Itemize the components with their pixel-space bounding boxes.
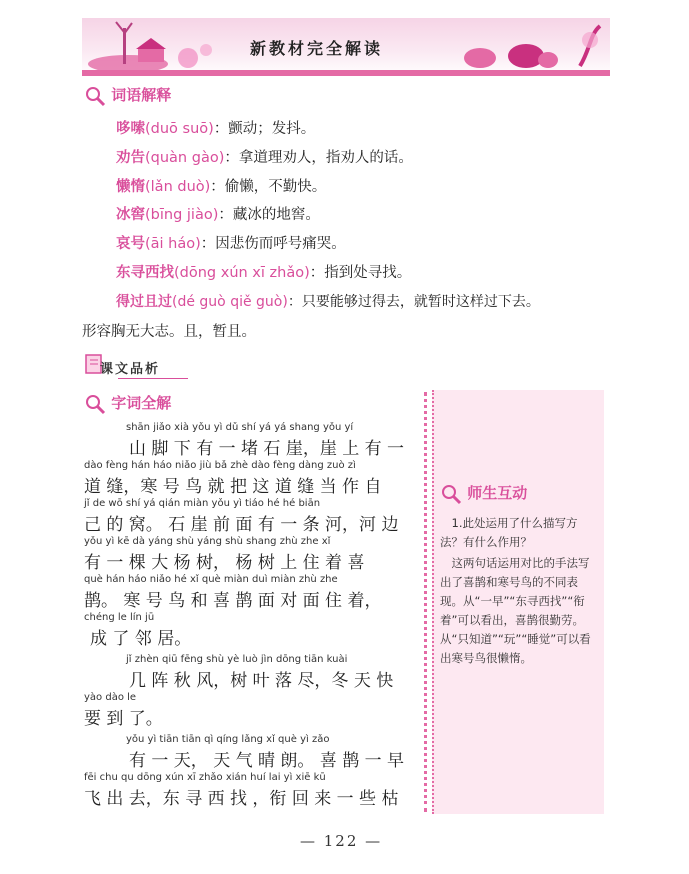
magnifier-icon	[84, 393, 106, 415]
vocab-item	[116, 148, 413, 168]
vocab-item	[116, 263, 411, 283]
story-section-heading	[84, 392, 171, 415]
pinyin-line: yǒu yì tiān tiān qì qíng lǎng xǐ què yì zǎo	[126, 734, 330, 745]
hanzi-line: 山 脚 下 有 一 堵 石 崖，崖 上 有 一	[112, 439, 405, 459]
hanzi-line: 有 一 棵 大 杨 树， 杨 树 上 住 着 喜	[84, 553, 365, 573]
vocab-term: 东寻西找	[116, 265, 174, 281]
column-divider	[424, 392, 431, 812]
vocab-pinyin: (āi háo)	[145, 236, 201, 252]
hanzi-line: 鹊。 寒 号 鸟 和 喜 鹊 面 对 面 住 着，	[84, 591, 382, 611]
page-header-title: 新教材完全解读	[250, 39, 384, 58]
vocab-item	[116, 177, 326, 197]
page-number: — 122 —	[300, 832, 383, 850]
vocab-term: 劝告	[116, 150, 145, 166]
vocab-term: 冰窖	[116, 207, 145, 223]
panel-answer: 这两句话运用对比的手法写出了喜鹊和寒号鸟的不同表现。从“一早”“东寻西找”“衔着”可以看出，喜鹊很勤劳。从“只知道”“玩”“睡觉”可以看出寒号鸟很懒惰。	[440, 556, 591, 665]
panel-heading-text: 师生互动	[467, 484, 528, 502]
magnifier-icon	[440, 483, 462, 505]
pinyin-line: chéng le lín jū	[84, 612, 155, 623]
vocab-definition: ：只要能够过得去，就暂时这样过下去。	[287, 294, 540, 310]
hanzi-line: 有 一 天， 天 气 晴 朗。 喜 鹊 一 早	[112, 751, 405, 771]
vocab-pinyin: (lǎn duò)	[145, 179, 211, 195]
vocab-definition: ：因悲伤而呼号痛哭。	[200, 236, 346, 252]
header-decoration-right	[440, 20, 610, 72]
pinyin-line: què hán háo niǎo hé xǐ què miàn duì miàn zhù zhe	[84, 574, 338, 585]
vocab-item	[116, 292, 540, 312]
vocab-pinyin: (dé guò qiě guò)	[172, 294, 288, 310]
pinyin-line: shān jiǎo xià yǒu yì dǔ shí yá yá shang yǒu yí	[126, 422, 354, 433]
vocab-heading-text: 词语解释	[111, 86, 172, 104]
hanzi-line: 己 的 窝。 石 崖 前 面 有 一 条 河，河 边	[84, 515, 399, 535]
panel-question: 1.此处运用了什么描写方法？有什么作用？	[440, 516, 578, 549]
pinyin-line: jǐ zhèn qiū fēng shù yè luò jìn dōng tiān kuài	[126, 654, 348, 665]
vocab-section-heading	[84, 84, 171, 107]
pinyin-line: fēi chu qu dōng xún xī zhǎo xián huí lai yì xiē kū	[84, 772, 326, 783]
vocab-item	[116, 119, 315, 139]
vocab-definition: ：偷懒，不勤快。	[210, 179, 327, 195]
hanzi-line: 飞 出 去，东 寻 西 找 ，衔 回 来 一 些 枯	[84, 789, 399, 809]
vocab-definition: ：指到处寻找。	[309, 265, 412, 281]
pinyin-line: dào fèng hán háo niǎo jiù bǎ zhè dào fèng dàng zuò zì	[84, 460, 356, 471]
vocab-pinyin: (duō suō)	[145, 121, 214, 137]
vocab-pinyin: (quàn gào)	[145, 150, 225, 166]
vocab-term: 哆嗦	[116, 121, 145, 137]
vocab-item	[116, 234, 346, 254]
vocab-term: 得过且过	[116, 294, 172, 310]
vocab-definition: ：拿道理劝人，指劝人的话。	[224, 150, 413, 166]
vocab-item	[116, 205, 320, 225]
header-divider	[82, 70, 610, 76]
pinyin-line: yǒu yì kē dà yáng shù yáng shù shang zhù zhe xǐ	[84, 536, 331, 547]
magnifier-icon	[84, 85, 106, 107]
hanzi-line: 几 阵 秋 风，树 叶 落 尽，冬 天 快	[112, 671, 394, 691]
story-heading-text: 字词全解	[111, 394, 172, 412]
vocab-term: 懒惰	[116, 179, 145, 195]
lesson-analysis-label: 课文品析	[100, 362, 161, 377]
vocab-definition: ：颤动；发抖。	[213, 121, 316, 137]
analysis-underline	[118, 378, 188, 379]
pinyin-line: jǐ de wō shí yá qián miàn yǒu yì tiáo hé hé biān	[84, 498, 321, 509]
hanzi-line: 道 缝，寒 号 鸟 就 把 这 道 缝 当 作 自	[84, 477, 382, 497]
panel-heading	[440, 482, 527, 505]
vocab-continuation: 形容胸无大志。且，暂且。	[82, 324, 256, 340]
vocab-pinyin: (bīng jiào)	[145, 207, 219, 223]
pinyin-line: yào dào le	[84, 692, 137, 703]
vocab-term: 哀号	[116, 236, 145, 252]
hanzi-line: 要 到 了。	[84, 709, 163, 729]
vocab-definition: ：藏冰的地窖。	[218, 207, 320, 223]
hanzi-line: 成 了 邻 居。	[90, 629, 192, 649]
vocab-pinyin: (dōng xún xī zhǎo)	[174, 265, 310, 281]
header-decoration-left	[88, 20, 238, 72]
